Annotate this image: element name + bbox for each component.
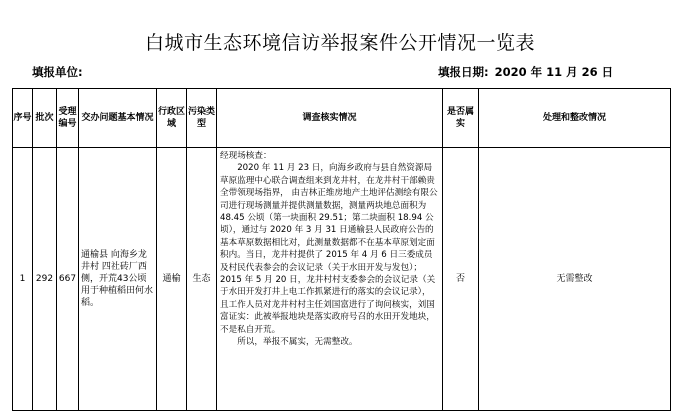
cell-accept-no: 667 [57, 148, 79, 411]
header-problem: 交办问题基本情况 [79, 89, 157, 148]
complaint-table [12, 88, 671, 411]
table-row [13, 148, 671, 411]
header-accept-no: 受理编号 [57, 89, 79, 148]
cell-batch: 292 [33, 148, 57, 411]
reporting-date-value: 2020 年 11 月 26 日 [494, 65, 614, 79]
header-investigation: 调查核实情况 [217, 89, 443, 148]
header-handling: 处理和整改情况 [479, 89, 671, 148]
investigation-paragraph: 所以，举报不属实，无需整改。 [237, 337, 358, 348]
cell-investigation [217, 148, 443, 411]
reporting-unit-label: 填报单位: [32, 65, 83, 79]
header-is-true: 是否属实 [443, 89, 479, 148]
reporting-date-label: 填报日期: [438, 65, 489, 79]
cell-is-true: 否 [443, 148, 479, 411]
header-seq: 序号 [13, 89, 33, 148]
cell-seq: 1 [13, 148, 33, 411]
cell-problem: 通榆县 向海乡龙井村 四社砖厂西侧，开荒43公顷用于种植稻田何水稻。 [79, 148, 157, 411]
header-batch: 批次 [33, 89, 57, 148]
cell-pollution: 生态 [187, 148, 217, 411]
table-header-row [13, 89, 671, 148]
header-pollution: 污染类型 [187, 89, 217, 148]
header-region: 行政区域 [157, 89, 187, 148]
page-title: 白城市生态环境信访举报案件公开情况一览表 [144, 32, 535, 54]
reporting-date [438, 64, 613, 80]
cell-handling: 无需整改 [479, 148, 671, 411]
cell-region: 通榆 [157, 148, 187, 411]
investigation-paragraph: 2020 年 11 月 23 日，向海乡政府与县自然资源局草原监理中心联合调查组来到龙井村，在龙井村干部赖贵全带领现场指界， 由吉林正维房地产土地评估测绘有限公司进行现场测量并提供测量数据，测量两块地总面积为 48.45 公顷（第一块面积 29.51；第二块面积 18.94 公顷），通过与 2020 年 3 月 31 日通榆县人民政府公告的基本草原数据相比对，此测量数据都不在基本草原划定面积内。当日，龙井村提供了 2015 年 4 月 6 日三委成员及村民代表参会的会议记录（关于水田开发与发包）； 2015 年 5 月 20 日，龙井村村支委参会的会议记录（关于水田开发打井上电工作抓紧进行的落实的会议记录），且工作人员对龙井村村主任刘国富进行了询问核实，刘国富证实：此被举报地块是落实政府号召的水田开发地块，不是私自开荒。 [220, 163, 438, 335]
investigation-paragraph: 经现场核查： [220, 151, 272, 161]
